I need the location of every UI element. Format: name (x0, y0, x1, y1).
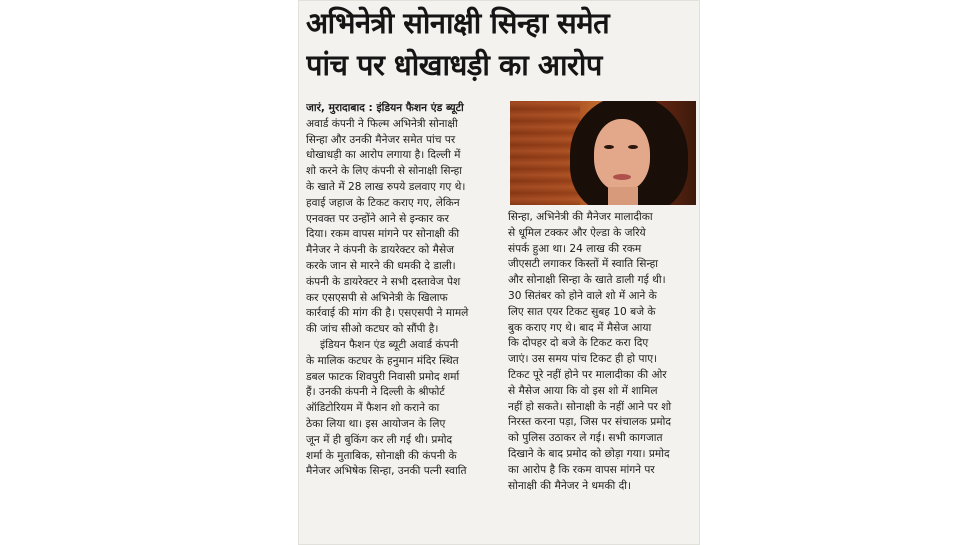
photo-eye-right (628, 145, 638, 149)
article-line: डबल फाटक शिवपुरी निवासी प्रमोद शर्मा (306, 370, 460, 383)
article-line: के खाते में 28 लाख रुपये डलवाए गए थे। (306, 180, 466, 193)
article-line: एनवक्त पर उन्होंने आने से इन्कार कर (306, 212, 450, 225)
photo-lips (613, 174, 631, 180)
article-column-right (508, 210, 696, 494)
article-line: इंडियन फैशन एंड ब्यूटी अवार्ड कंपनी (320, 338, 459, 351)
article-line: हवाई जहाज के टिकट कराए गए, लेकिन (306, 196, 460, 209)
article-line: नहीं हो सकते। सोनाक्षी के नहीं आने पर शो (508, 400, 672, 413)
article-line: से धूमिल टक्कर और ऐल्डा के जरिये (508, 226, 646, 239)
article-line: का आरोप है कि रकम वापस मांगने पर (508, 463, 655, 476)
article-line: संपर्क हुआ था। 24 लाख की रकम (508, 242, 642, 255)
newspaper-clipping (298, 0, 700, 545)
article-line: बुक कराए गए थे। बाद में मैसेज आया (508, 321, 652, 334)
article-line: दिया। रकम वापस मांगने पर सोनाक्षी की (306, 228, 460, 241)
article-line: को पुलिस उठाकर ले गई। सभी कागजात (508, 432, 663, 445)
article-line: कार्रवाई की मांग की है। एसएसपी ने मामले (306, 307, 469, 320)
article-line: करके जान से मारने की धमकी दे डाली। (306, 259, 456, 272)
article-line: जाएं। उस समय पांच टिकट ही हो पाए। (508, 353, 658, 366)
article-line: जून में ही बुकिंग कर ली गई थी। प्रमोद (306, 433, 453, 446)
portrait-photo (510, 101, 696, 205)
headline-line-2: पांच पर धोखाधड़ी का आरोप (306, 48, 602, 82)
article-line: कंपनी के डायरेक्टर ने सभी दस्तावेज पेश (306, 275, 461, 288)
article-line: सिन्हा और उनकी मैनेजर समेत पांच पर (306, 133, 456, 146)
article-line: हैं। उनकी कंपनी ने दिल्ली के श्रीफोर्ट (306, 386, 445, 399)
article-line: मैनेजर अभिषेक सिन्हा, उनकी पत्नी स्वाति (306, 465, 467, 478)
article-line: धोखाधड़ी का आरोप लगाया है। दिल्ली में (306, 149, 461, 162)
article-line: दिखाने के बाद प्रमोद को छोड़ा गया। प्रमोद (508, 447, 670, 460)
article-line: सोनाक्षी की मैनेजर ने धमकी दी। (508, 479, 631, 492)
photo-neck (608, 187, 638, 205)
article-line: लिए सात एयर टिकट सुबह 10 बजे के (508, 305, 656, 318)
article-line: कर एसएसपी से अभिनेत्री के खिलाफ (306, 291, 448, 304)
article-line: कि दोपहर दो बजे के टिकट करा दिए (508, 337, 649, 350)
article-line: निरस्त करना पड़ा, जिस पर संचालक प्रमोद (508, 416, 672, 429)
article-line: मैनेजर ने कंपनी के डायरेक्टर को मैसेज (306, 244, 454, 257)
article-line: और सोनाक्षी सिन्हा के खाते डाली गई थी। (508, 274, 666, 287)
photo-face (594, 119, 650, 191)
article-line: की जांच सीओ कटघर को सौंपी है। (306, 323, 439, 336)
headline-line-1: अभिनेत्री सोनाक्षी सिन्हा समेत (306, 6, 610, 40)
article-line: शो करने के लिए कंपनी से सोनाक्षी सिन्हा (306, 165, 463, 178)
photo-eye-left (604, 145, 614, 149)
article-line: से मैसेज आया कि वो इस शो में शामिल (508, 384, 658, 397)
article-line: जीएसटी लगाकर किस्तों में स्वाति सिन्हा (508, 258, 658, 271)
article-line: शर्मा के मुताबिक, सोनाक्षी की कंपनी के (306, 449, 457, 462)
article-line: टिकट पूरे नहीं होने पर मालादीका की ओर (508, 368, 667, 381)
article-column-left (306, 101, 502, 480)
article-line: सिन्हा, अभिनेत्री की मैनेजर मालादीका (508, 211, 653, 223)
article-line: जारं, मुरादाबाद : इंडियन फैशन एंड ब्यूटी (306, 102, 464, 114)
article-line: अवार्ड कंपनी ने फिल्म अभिनेत्री सोनाक्षी (306, 117, 458, 130)
article-line: ऑडिटोरियम में फैशन शो कराने का (306, 402, 440, 415)
headline (306, 2, 696, 86)
article-line: ठेका लिया था। इस आयोजन के लिए (306, 417, 446, 430)
article-line: 30 सितंबर को होने वाले शो में आने के (508, 289, 657, 302)
article-line: के मालिक कटघर के हनुमान मंदिर स्थित (306, 354, 459, 367)
